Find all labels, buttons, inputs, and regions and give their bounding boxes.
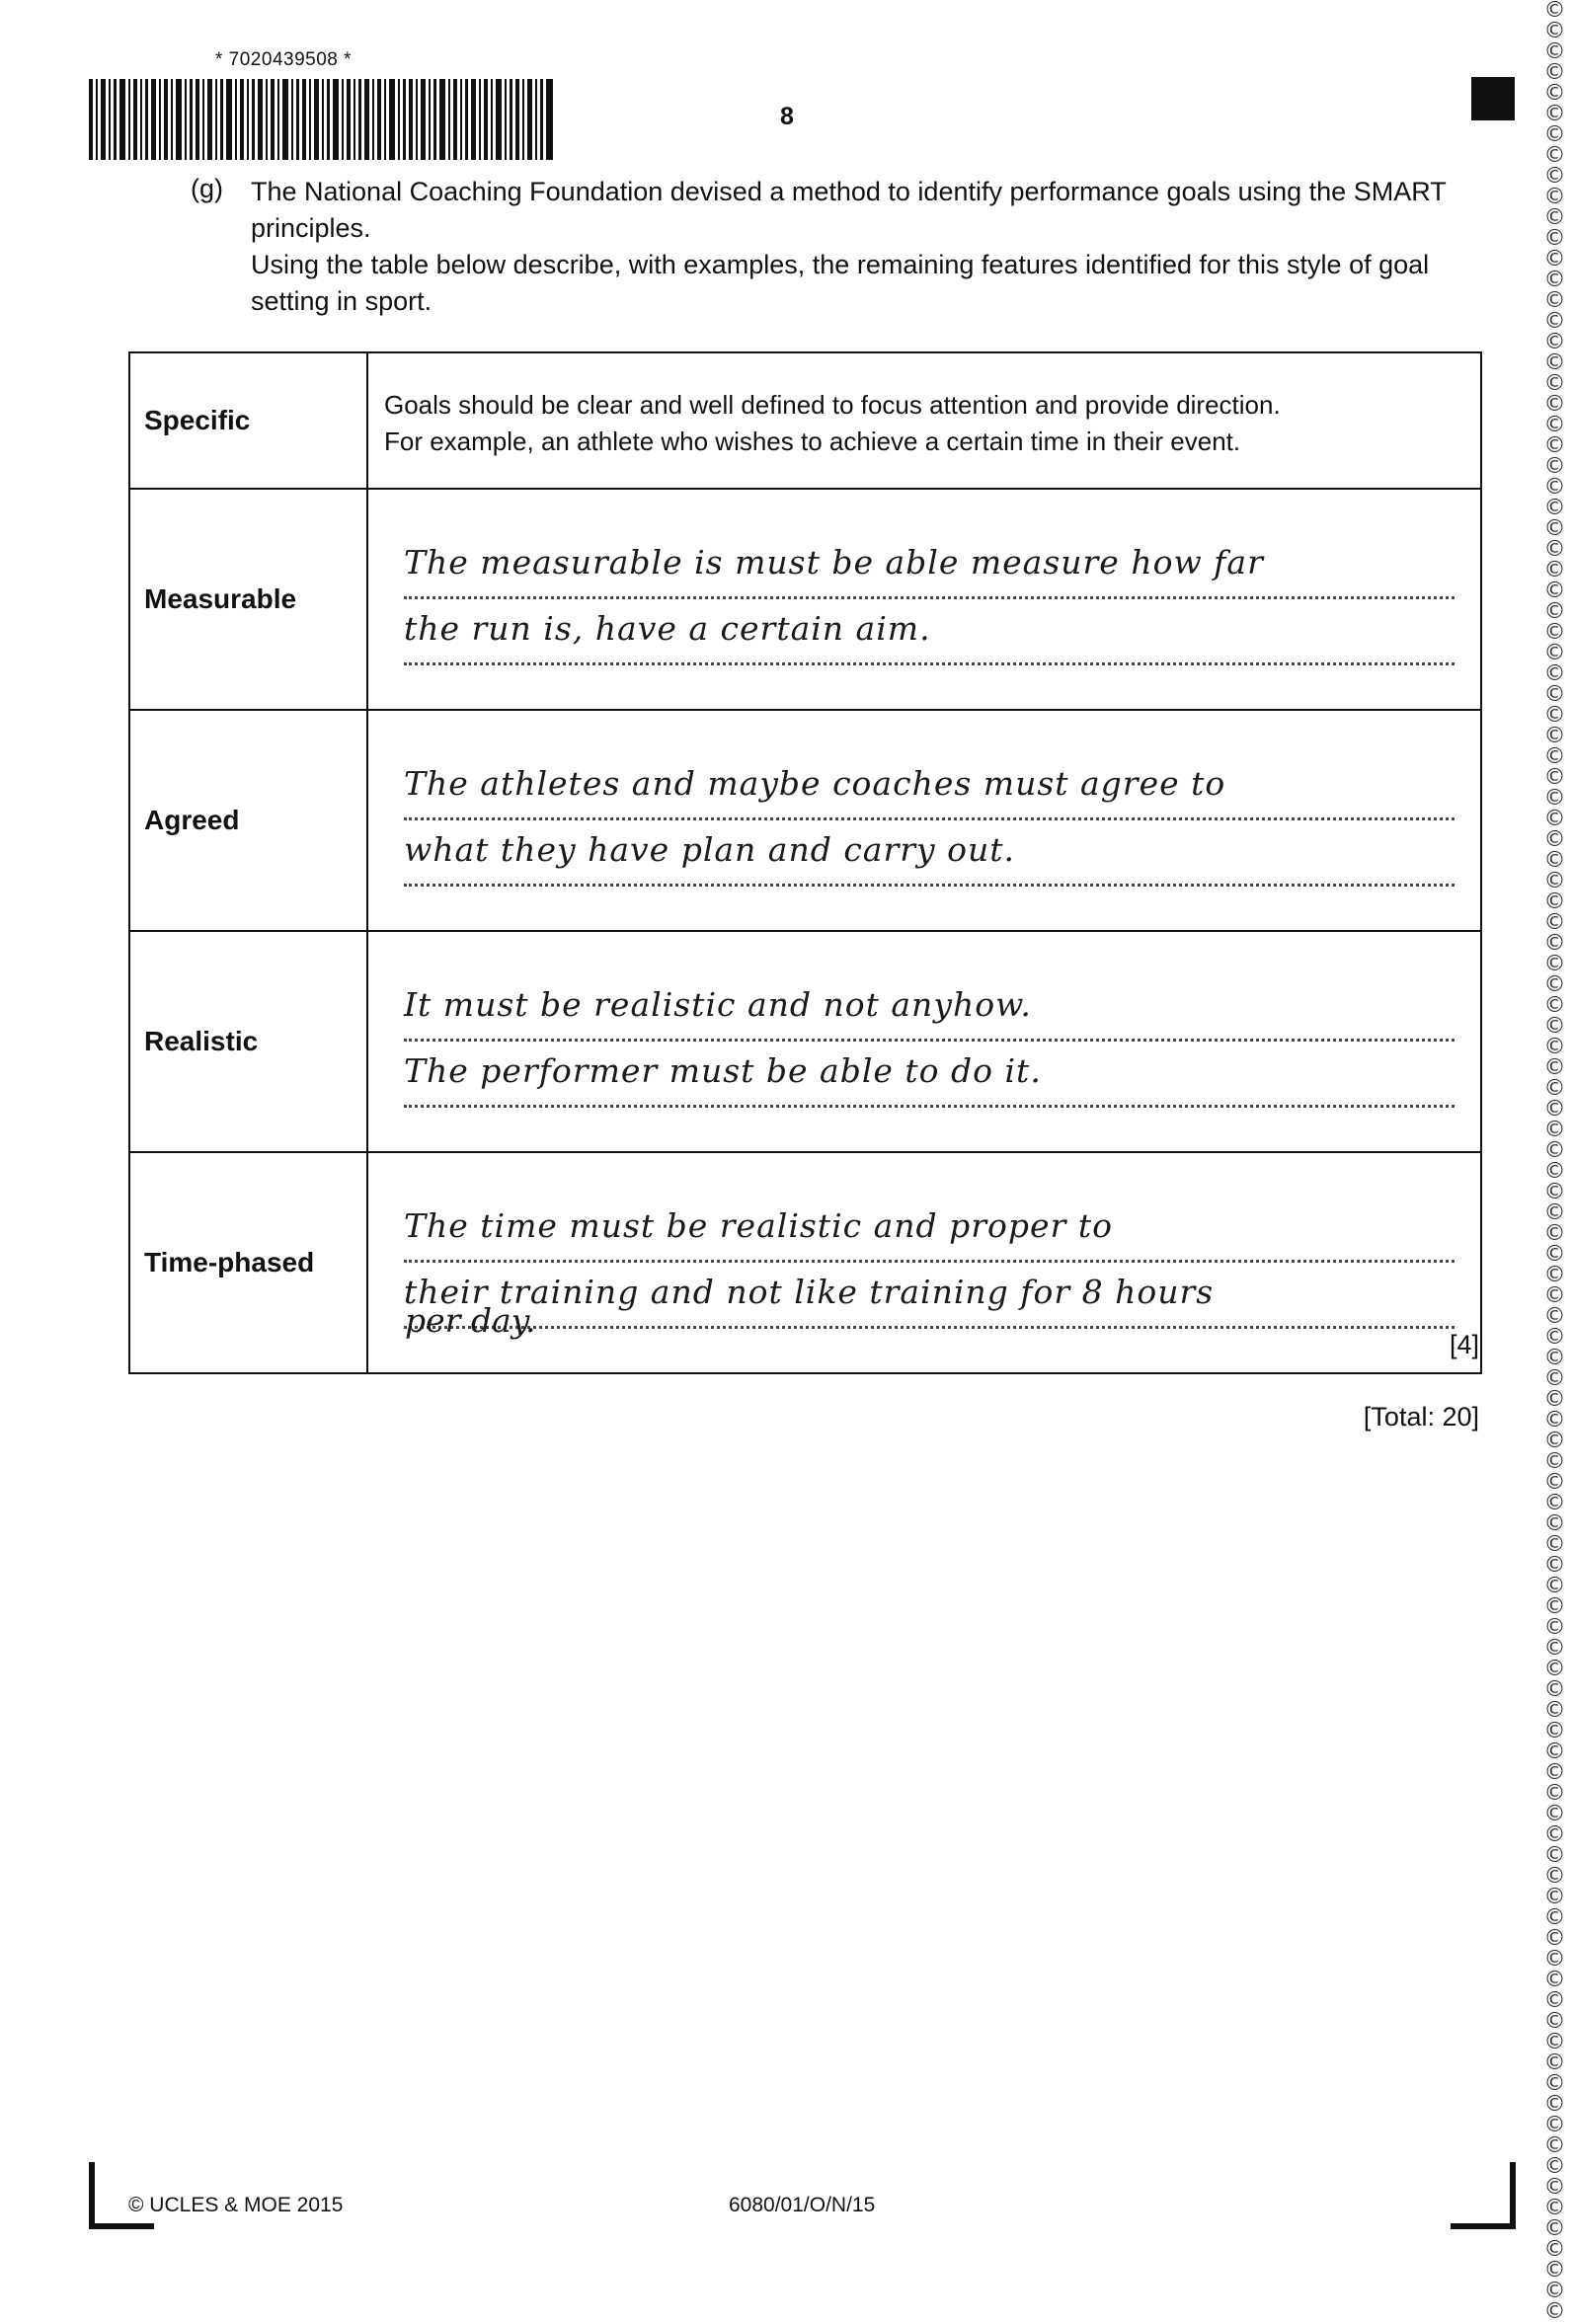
corner-mark-right bbox=[1510, 2162, 1516, 2229]
table-row bbox=[129, 1152, 1481, 1373]
question-intro: The National Coaching Foundation devised a method to identify performance goals using the SMART principles. bbox=[251, 177, 1447, 243]
marks-available: [4] bbox=[1449, 1330, 1479, 1359]
feature-label: Realistic bbox=[129, 931, 367, 1152]
table-row bbox=[129, 489, 1481, 710]
answer-area[interactable] bbox=[367, 710, 1481, 931]
margin-strip bbox=[1536, 0, 1573, 2324]
feature-label: Agreed bbox=[129, 710, 367, 931]
given-description bbox=[367, 352, 1481, 489]
table-row bbox=[129, 931, 1481, 1152]
copyright: © UCLES & MOE 2015 bbox=[128, 2194, 344, 2216]
answer-line: It must be realistic and not anyhow. bbox=[404, 975, 1455, 1042]
margin-strip-pattern: © © © © © © © © © © © © © © © © © © © © © © © © © © © © © © © © © © © © © © © © © © © © © © © © © © © © © © © © © © © © © © © © © © © © © © © © © © © © © © © © © © © © © © © © © © © © © © © © © © © © © © © © © © © © © © © © bbox=[1543, 0, 1566, 2324]
answer-line: The athletes and maybe coaches must agree to bbox=[404, 754, 1455, 820]
total-marks: [Total: 20] bbox=[1363, 1402, 1479, 1432]
question-instruction: Using the table below describe, with examples, the remaining features identified for this style of goal setting in sport. bbox=[251, 250, 1430, 316]
answer-overflow: per day. bbox=[405, 1301, 536, 1340]
registration-mark bbox=[1471, 77, 1515, 120]
given-line: For example, an athlete who wishes to achieve a certain time in their event. bbox=[384, 426, 1241, 456]
feature-label: Measurable bbox=[129, 489, 367, 710]
answer-line: The time must be realistic and proper to bbox=[404, 1197, 1455, 1263]
given-line: Goals should be clear and well defined to focus attention and provide direction. bbox=[384, 390, 1281, 420]
corner-mark-right bbox=[1451, 2223, 1516, 2229]
question-text bbox=[251, 174, 1485, 320]
table-row bbox=[129, 352, 1481, 489]
answer-area[interactable] bbox=[367, 931, 1481, 1152]
corner-mark-left bbox=[89, 2223, 154, 2229]
answer-area[interactable] bbox=[367, 1152, 1481, 1373]
page-number: 8 bbox=[780, 103, 794, 130]
feature-label: Specific bbox=[129, 352, 367, 489]
answer-line: their training and not like training for 8 hours bbox=[404, 1263, 1455, 1329]
answer-area[interactable] bbox=[367, 489, 1481, 710]
candidate-number: * 7020439508 * bbox=[215, 49, 353, 70]
answer-line: what they have plan and carry out. bbox=[404, 820, 1455, 887]
answer-line: the run is, have a certain aim. bbox=[404, 599, 1455, 665]
answer-line: The measurable is must be able measure how far bbox=[404, 533, 1455, 599]
answer-line: The performer must be able to do it. bbox=[404, 1042, 1455, 1108]
feature-label: Time-phased bbox=[129, 1152, 367, 1373]
question-label: (g) bbox=[191, 174, 223, 203]
barcode bbox=[89, 79, 553, 160]
smart-table bbox=[128, 351, 1482, 1374]
corner-mark-left bbox=[89, 2162, 95, 2229]
table-row bbox=[129, 710, 1481, 931]
paper-code: 6080/01/O/N/15 bbox=[729, 2194, 876, 2216]
